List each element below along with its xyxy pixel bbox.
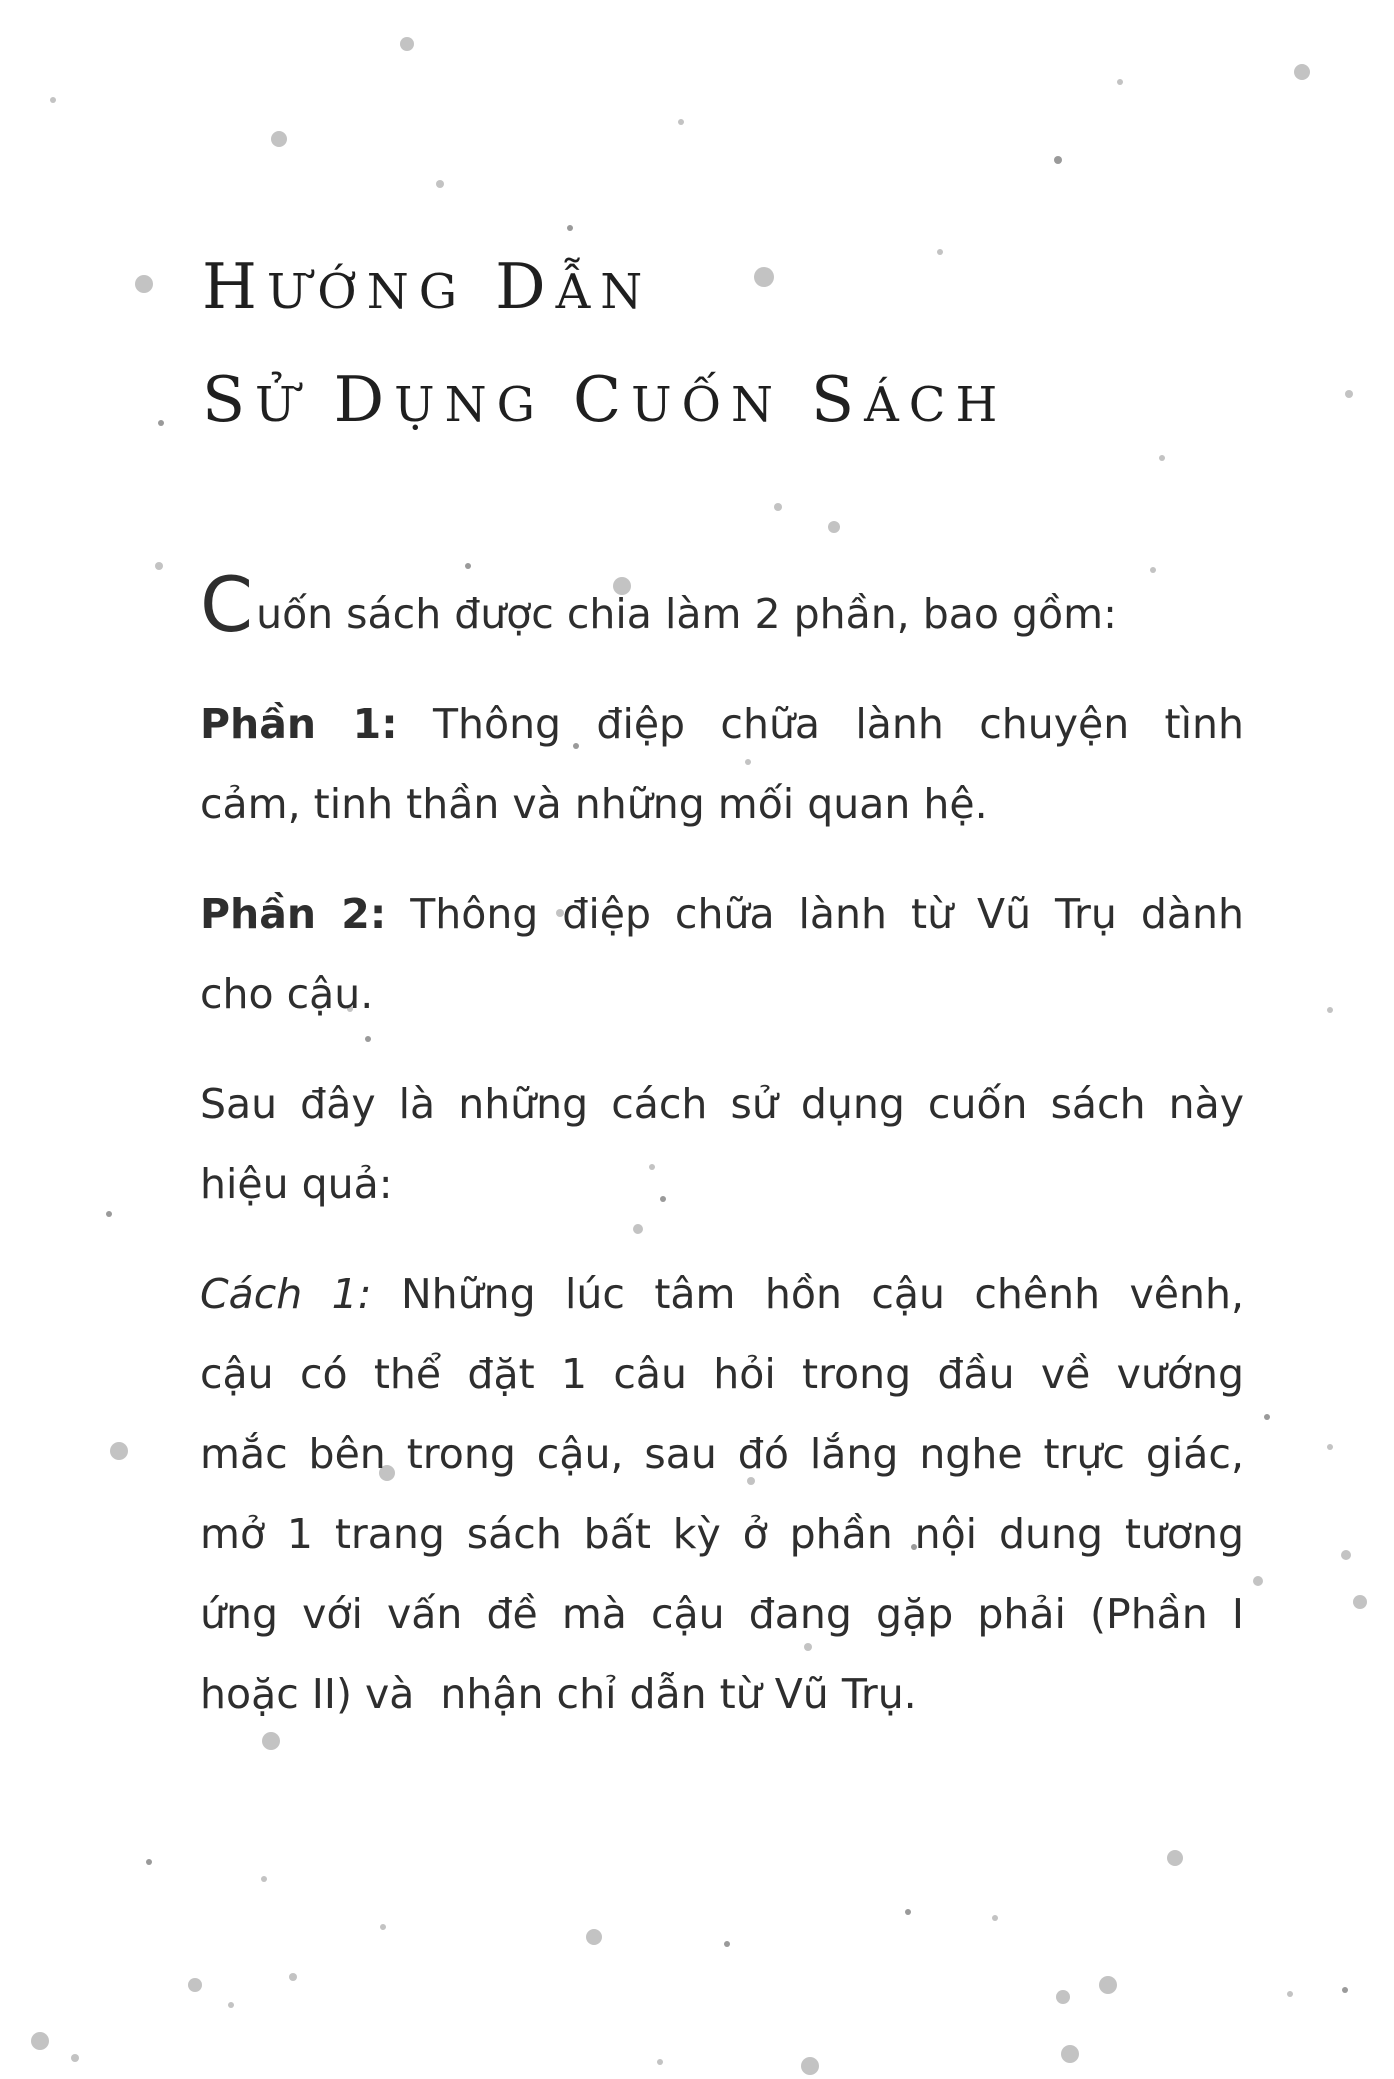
decor-dot [905,1909,911,1915]
decor-dot [774,503,782,511]
text-line: mở 1 trang sách bất kỳ ở phần nội dung tương [200,1510,1244,1558]
decor-dot [1353,1595,1367,1609]
text-line: Cuốn sách được chia làm 2 phần, bao gồm: [200,560,1117,649]
lead-in-label: Phần 1: [200,700,398,748]
paragraph [200,684,1244,844]
decor-dot [1099,1976,1117,1994]
text-line: hiệu quả: [200,1160,393,1208]
decor-dot [1327,1007,1333,1013]
decor-dot [436,180,444,188]
decor-dot [1167,1850,1183,1866]
decor-dot [1061,2045,1079,2063]
decor-dot [228,2002,234,2008]
decor-dot [1150,567,1156,573]
paragraph [200,560,1244,654]
decor-dot [801,2057,819,2075]
page-title-line [202,230,1007,343]
decor-dot [992,1915,998,1921]
decor-dot [1054,156,1062,164]
decor-dot [586,1929,602,1945]
drop-cap: C [200,560,254,649]
decor-dot [1294,64,1310,80]
decor-dot [146,1859,152,1865]
title-word: SÁCH [810,363,1008,436]
body-text [200,560,1244,1764]
text-line: cậu có thể đặt 1 câu hỏi trong đầu về vướng [200,1350,1244,1398]
decor-dot [106,1211,112,1217]
lead-in-label: Cách 1: [200,1270,372,1318]
decor-dot [657,2059,663,2065]
decor-dot [380,1924,386,1930]
title-word: HƯỚNG [202,250,468,323]
text-line: Phần 1: Thông điệp chữa lành chuyện tình [200,700,1244,748]
decor-dot [289,1973,297,1981]
title-word: DẪN [495,250,653,323]
title-word: CUỐN [572,363,783,436]
text-line: Phần 2: Thông điệp chữa lành từ Vũ Trụ dành [200,890,1244,938]
decor-dot [1264,1414,1270,1420]
decor-dot [188,1978,202,1992]
decor-dot [1327,1444,1333,1450]
page-title [202,230,1007,456]
decor-dot [158,420,164,426]
decor-dot [678,119,684,125]
decor-dot [271,131,287,147]
page-title-line [202,343,1007,456]
decor-dot [155,562,163,570]
decor-dot [1342,1987,1348,1993]
decor-dot [1345,390,1353,398]
lead-in-label: Phần 2: [200,890,387,938]
decor-dot [1117,79,1123,85]
decor-dot [261,1876,267,1882]
text-line: cảm, tinh thần và những mối quan hệ. [200,780,988,828]
decor-dot [1056,1990,1070,2004]
paragraph [200,1064,1244,1224]
paragraph [200,1254,1244,1734]
decor-dot [110,1442,128,1460]
text-line: Cách 1: Những lúc tâm hồn cậu chênh vênh, [200,1270,1244,1318]
decor-dot [828,521,840,533]
text-line: Sau đây là những cách sử dụng cuốn sách này [200,1080,1244,1128]
decor-dot [1159,455,1165,461]
decor-dot [465,563,471,569]
decor-dot [50,97,56,103]
text-line: cho cậu. [200,970,374,1018]
text-line: hoặc II) và nhận chỉ dẫn từ Vũ Trụ. [200,1670,917,1718]
decor-dot [1341,1550,1351,1560]
decor-dot [71,2054,79,2062]
title-word: DỤNG [333,363,545,436]
text-line: ứng với vấn đề mà cậu đang gặp phải (Phần I [200,1590,1244,1638]
decor-dot [1287,1991,1293,1997]
decor-dot [31,2032,49,2050]
decor-dot [135,275,153,293]
decor-dot [1253,1576,1263,1586]
title-word: SỬ [202,363,306,436]
decor-dot [400,37,414,51]
decor-dot [724,1941,730,1947]
paragraph [200,874,1244,1034]
text-line: mắc bên trong cậu, sau đó lắng nghe trực giác, [200,1430,1244,1478]
